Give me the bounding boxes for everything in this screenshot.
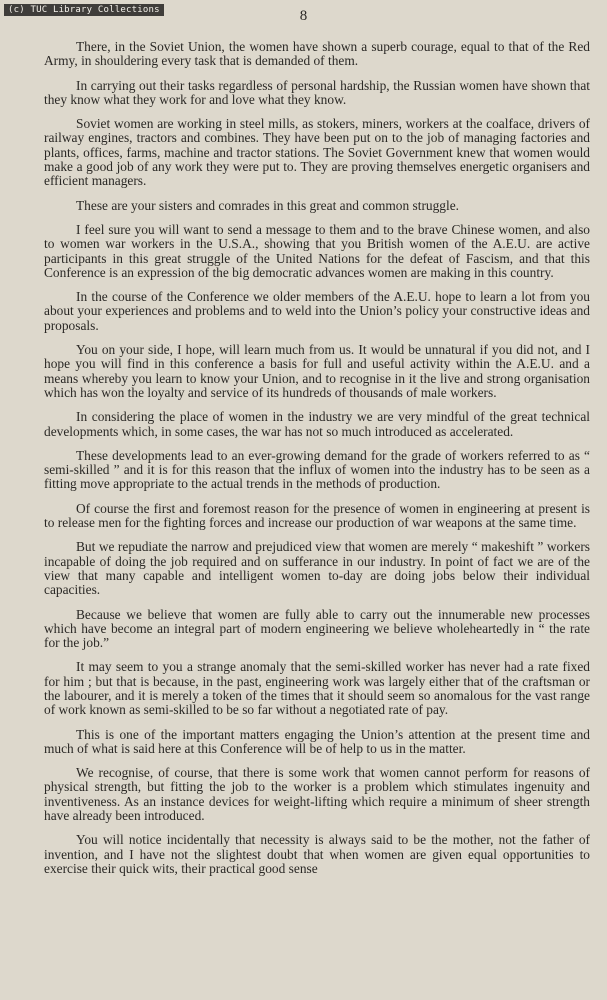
page-number: 8 <box>299 8 308 24</box>
paragraph: These developments lead to an ever-growing demand for the grade of workers referred to as “ semi-skilled ” and it is for this reason that the influx of women into the industry has to be seen as a fitting move appropriate to the actual trends in the methods of production. <box>44 447 590 492</box>
paragraph: Because we believe that women are fully able to carry out the innumerable new processes which have become an integral part of modern engineering we believe wholeheartedly in “ the rate for the job.” <box>44 606 590 651</box>
paragraph: In carrying out their tasks regardless of personal hardship, the Russian women have shown that they know what they work for and love what they know. <box>44 77 590 107</box>
paragraph: I feel sure you will want to send a message to them and to the brave Chinese women, and also to women war workers in the U.S.A., showing that you British women of the A.E.U. are active participants in this great struggle of the United Nations for the defeat of Fascism, and that this Conference is an expression of the big democratic advances women are making in this country. <box>44 221 590 280</box>
paragraph: This is one of the important matters engaging the Union’s attention at the present time and much of what is said here at this Conference will be of help to us in the matter. <box>44 726 590 756</box>
paragraph: It may seem to you a strange anomaly that the semi-skilled worker has never had a rate fixed for him ; but that is because, in the past, engineering work was largely either that of the craftsman or the labourer, and it is merely a token of the times that it should seem so anomalous for the vast range of work known as semi-skilled to be so far without a negotiated rate of pay. <box>44 659 590 718</box>
paragraph: In considering the place of women in the industry we are very mindful of the great technical developments which, in some cases, the war has not so much introduced as accelerated. <box>44 409 590 439</box>
paragraph: These are your sisters and comrades in this great and common struggle. <box>76 197 460 213</box>
paragraph: But we repudiate the narrow and prejudiced view that women are merely “ makeshift ” workers incapable of doing the job required and on sufferance in our industry. In point of fact we are of the view that many capable and intelligent women to-day are doing jobs below their individual capacities. <box>44 539 590 598</box>
paragraph: We recognise, of course, that there is some work that women cannot perform for reasons of physical strength, but fitting the job to the worker is a problem which stimulates ingenuity and inventiveness. As an instance devices for weight-lifting which require a minimum of sheer strength have already been introduced. <box>44 765 590 824</box>
paragraph: Of course the first and foremost reason for the presence of women in engineering at present is to release men for the fighting forces and increase our production of war weapons at the same time. <box>44 500 590 531</box>
body-text <box>44 40 590 886</box>
paragraph: Soviet women are working in steel mills, as stokers, miners, workers at the coalface, drivers of railway engines, tractors and combines. They have been put on to the job of managing factories and plants, offices, farms, machine and tractor stations. The Soviet Government knew that women would make a good job of any work they were put to. They are proving themselves energetic organisers and efficient managers. <box>44 116 590 189</box>
paragraph: There, in the Soviet Union, the women have shown a superb courage, equal to that of the Red Army, in shouldering every task that is demanded of them. <box>44 39 590 69</box>
watermark-label: (c) TUC Library Collections <box>4 4 164 16</box>
paragraph: In the course of the Conference we older members of the A.E.U. hope to learn a lot from you about your experiences and problems and to weld into the Union’s policy your constructive ideas and proposals. <box>44 289 590 333</box>
paragraph: You on your side, I hope, will learn much from us. It would be unnatural if you did not, and I hope you will find in this conference a basis for full and useful activity within the A.E.U. and a means whereby you learn to know your Union, and to recognise in it the live and strong organisation which has won the loyalty and service of its hundreds of thousands of male workers. <box>44 342 590 400</box>
paragraph: You will notice incidentally that necessity is always said to be the mother, not the father of invention, and I have not the slightest doubt that when women are given equal opportunities to exercise their quick wits, their practical good sense <box>44 832 590 876</box>
